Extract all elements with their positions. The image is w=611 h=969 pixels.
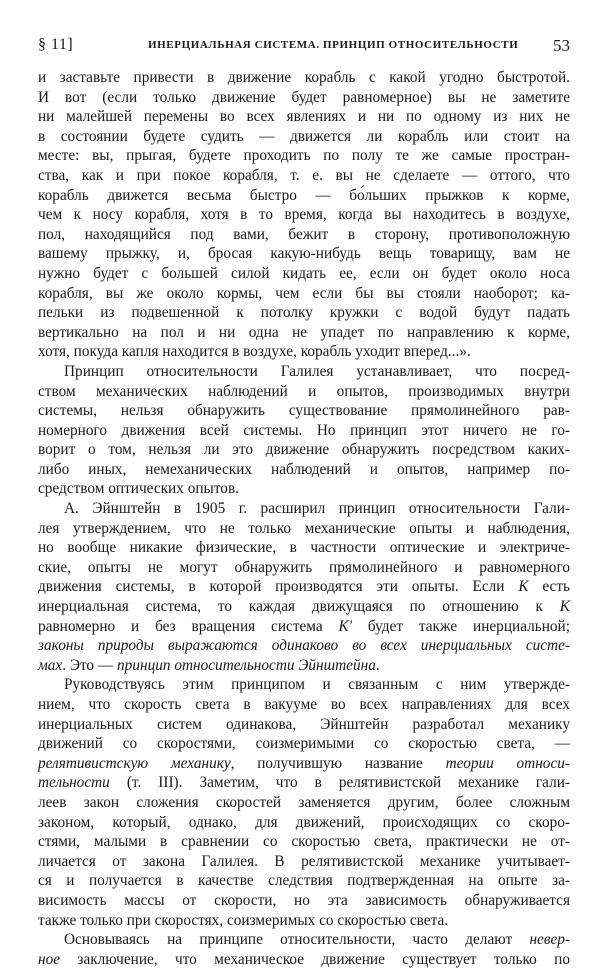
italic-text: тельности bbox=[38, 774, 110, 792]
text-run: хотя, покуда капля находится в воздухе, корабль уходит вперед...». bbox=[38, 343, 471, 361]
text-line bbox=[38, 617, 570, 637]
text-line bbox=[38, 715, 570, 735]
text-line bbox=[38, 225, 570, 245]
text-line bbox=[38, 244, 570, 264]
running-head bbox=[38, 36, 570, 60]
text-run: ся и получается в качестве следствия подтвержденная на опыте за- bbox=[38, 872, 570, 890]
text-run: вертикально на пол и ни одна не упадет по направлению к корме, bbox=[38, 323, 570, 341]
text-line bbox=[38, 577, 570, 597]
text-run: ства, как и при покое корабля, т. е. вы не сделаете — оттого, что bbox=[38, 166, 570, 184]
italic-text: невер- bbox=[529, 931, 570, 949]
text-line bbox=[38, 479, 570, 499]
text-run: , получившую название bbox=[230, 754, 446, 772]
italic-text: принцип относительности Эйнштейна bbox=[117, 656, 376, 674]
text-run: корабля, вы же около кормы, чем если бы вы стояли наоборот; ка- bbox=[38, 284, 570, 302]
text-run: ни малейшей перемены во всех явлениях и ни по одному из них не bbox=[38, 108, 570, 126]
text-run: Основываясь на принципе относительности, часто делают bbox=[64, 931, 530, 949]
text-run: вашему прыжку, и, бросая какую-нибудь вещь товарищу, вам не bbox=[38, 245, 570, 263]
text-line bbox=[38, 675, 570, 695]
text-line bbox=[38, 597, 570, 617]
text-run: пол, находящийся под вами, бежит в сторону, противоположную bbox=[38, 225, 570, 243]
italic-text: законы природы выражаются одинаково во всех инерциальных систе- bbox=[38, 637, 570, 655]
text-run: равномерно и без вращения система bbox=[38, 617, 339, 635]
text-run: личается от закона Галилея. В релятивистской механике учитывает- bbox=[38, 852, 570, 870]
text-line bbox=[38, 88, 570, 108]
text-line bbox=[38, 362, 570, 382]
text-line bbox=[38, 558, 570, 578]
text-line bbox=[38, 695, 570, 715]
text-run: стями, малыми в сравнении со скоростью света, практически не от- bbox=[38, 833, 570, 851]
text-run: средством оптических опытов. bbox=[38, 480, 240, 498]
text-run: также только при скоростях, соизмеримых со скоростью света. bbox=[38, 911, 449, 929]
page-number: 53 bbox=[553, 36, 570, 55]
text-run: движения системы, в которой производятся эти опыты. Если bbox=[38, 578, 519, 596]
text-line bbox=[38, 636, 570, 656]
text-run: Руководствуясь этим принципом и связанным с ним утвержде- bbox=[64, 676, 570, 694]
italic-text: теории относи- bbox=[445, 754, 570, 772]
text-line bbox=[38, 832, 570, 852]
italic-text: ное bbox=[38, 950, 61, 968]
text-run: пельки из подвешенной к потолку кружки с водой будут падать bbox=[38, 304, 570, 322]
text-run: инерциальная система, то каждая движущаяся по отношению к bbox=[38, 598, 560, 616]
text-line bbox=[38, 205, 570, 225]
text-run: . Это — bbox=[62, 656, 118, 674]
text-line bbox=[38, 303, 570, 323]
text-run: ские, опыты не могут обнаружить прямолинейного и равномерного bbox=[38, 558, 570, 576]
italic-text: релятивистскую механику bbox=[38, 754, 231, 772]
italic-text: K' bbox=[338, 617, 353, 635]
text-line bbox=[38, 930, 570, 950]
text-run: заключение, что механическое движение существует только по bbox=[60, 950, 570, 968]
chapter-title: ИНЕРЦИАЛЬНАЯ СИСТЕМА. ПРИНЦИП ОТНОСИТЕЛЬНОСТИ bbox=[148, 39, 519, 51]
text-run: А. Эйнштейн в 1905 г. расширил принцип относительности Гали- bbox=[64, 500, 570, 518]
text-run: законом, который, однако, для движений, происходящих со скоро- bbox=[38, 813, 570, 831]
text-run: инерциальных систем одинакова, Эйнштейн разработал механику bbox=[38, 715, 570, 733]
text-run: . bbox=[375, 656, 380, 674]
text-line bbox=[38, 68, 570, 88]
text-run: нием, что скорость света в вакууме во всех направлениях для всех bbox=[38, 696, 570, 713]
text-line bbox=[38, 852, 570, 872]
text-run: но вообще никакие физические, в частности оптические и электриче- bbox=[38, 539, 570, 557]
text-run: Принцип относительности Галилея устанавливает, что посред- bbox=[64, 362, 570, 380]
text-run: месте: вы, прыгая, будете проходить по полу те же самые простран- bbox=[38, 147, 570, 165]
text-line bbox=[38, 264, 570, 284]
section-number: § 11] bbox=[38, 36, 74, 53]
text-run: есть bbox=[528, 578, 570, 596]
text-line bbox=[38, 891, 570, 911]
text-run: И вот (если только движение будет равномерное) вы не заметите bbox=[38, 88, 570, 106]
text-run: и заставьте привести в движение корабль с какой угодно быстротой. bbox=[38, 69, 570, 86]
italic-text: K bbox=[559, 598, 570, 616]
text-run: будет также инерциальной; bbox=[352, 617, 570, 635]
text-run: движений со скоростями, соизмеримыми со скоростью света, — bbox=[38, 735, 570, 753]
text-line bbox=[38, 323, 570, 343]
text-run: лея утверждением, что не только механические опыты и наблюдения, bbox=[38, 519, 570, 537]
text-line bbox=[38, 950, 570, 969]
text-line bbox=[38, 754, 570, 774]
text-run: ворит о том, нельзя ли это движение обнаружить посредством каких- bbox=[38, 441, 570, 459]
text-line bbox=[38, 166, 570, 186]
text-line bbox=[38, 460, 570, 480]
text-line bbox=[38, 342, 570, 362]
text-line bbox=[38, 107, 570, 127]
text-line bbox=[38, 421, 570, 441]
text-line bbox=[38, 793, 570, 813]
text-run: нужно будет с большей силой кидать ее, если он будет около носа bbox=[38, 264, 570, 282]
text-line bbox=[38, 656, 570, 676]
text-line bbox=[38, 538, 570, 558]
text-run: корабль движется весьма быстро — бо́льших прыжков к корме, bbox=[38, 186, 570, 204]
text-line bbox=[38, 813, 570, 833]
text-run: леев закон сложения скоростей заменяется другим, более сложным bbox=[38, 793, 570, 811]
text-run: ством механических наблюдений и опытов, производимых внутри bbox=[38, 382, 570, 400]
text-run: чем к носу корабля, хотя в то время, когда вы находитесь в воздухе, bbox=[38, 206, 570, 224]
text-line bbox=[38, 401, 570, 421]
text-line bbox=[38, 146, 570, 166]
text-line bbox=[38, 382, 570, 402]
text-line bbox=[38, 186, 570, 206]
text-line bbox=[38, 499, 570, 519]
text-run: номерного движения всей системы. Но принцип этот ничего не го- bbox=[38, 421, 570, 439]
text-line bbox=[38, 773, 570, 793]
body-text bbox=[38, 68, 570, 969]
text-run: либо иных, немеханических наблюдений и опытов, например по- bbox=[38, 460, 570, 478]
text-run: системы, нельзя обнаружить существование прямолинейного рав- bbox=[38, 402, 570, 420]
text-line bbox=[38, 127, 570, 147]
text-line bbox=[38, 519, 570, 539]
text-line bbox=[38, 871, 570, 891]
text-run: висимость массы от скорости, но эта зависимость обнаруживается bbox=[38, 891, 570, 909]
italic-text: K bbox=[518, 578, 529, 596]
text-line bbox=[38, 440, 570, 460]
text-run: (т. III). Заметим, что в релятивистской механике гали- bbox=[109, 774, 570, 792]
text-line bbox=[38, 284, 570, 304]
text-run: в состоянии будете судить — движется ли корабль или стоит на bbox=[38, 127, 570, 145]
italic-text: мах bbox=[38, 656, 63, 674]
text-line bbox=[38, 911, 570, 931]
text-line bbox=[38, 734, 570, 754]
